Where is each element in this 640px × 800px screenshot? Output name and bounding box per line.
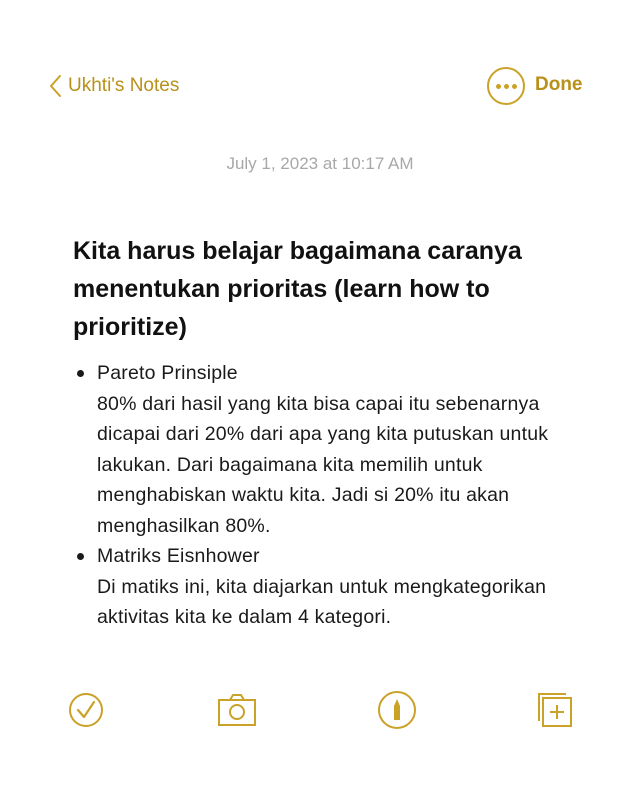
done-button[interactable]: Done [535,74,583,95]
bullet-icon [77,370,84,377]
list-item [73,541,593,633]
list-item-text: 80% dari hasil yang kita bisa capai itu sebenarnya dicapai dari 20% dari apa yang kita putuskan untuk lakukan. Dari bagaimana kita memilih untuk menghabiskan waktu kita. Jadi si 20% itu akan menghasilkan 80%. [97,392,549,537]
compose-icon [536,691,574,729]
camera-icon [217,693,257,727]
bullet-icon [77,553,84,560]
back-button[interactable] [48,72,179,100]
camera-button[interactable] [217,690,257,730]
ellipsis-icon [496,84,501,89]
checklist-icon [68,692,104,728]
chevron-left-icon [48,74,62,98]
list-item-title: Pareto Prinsiple [97,362,238,384]
list-item-title: Matriks Eisnhower [97,545,260,567]
note-timestamp: July 1, 2023 at 10:17 AM [226,154,414,173]
compose-button[interactable] [535,690,575,730]
markup-button[interactable] [377,690,417,730]
list-item-text: Di matiks ini, kita diajarkan untuk mengkategorikan aktivitas kita ke dalam 4 kategori. [97,575,547,628]
note-title[interactable]: Kita harus belajar bagaimana caranya menentukan prioritas (learn how to prioritize) [73,237,522,341]
back-button-label: Ukhti's Notes [68,75,180,96]
more-options-button[interactable] [487,67,525,105]
pen-icon [377,690,417,730]
bottom-toolbar [0,690,640,730]
note-bullet-list[interactable] [73,358,593,633]
checklist-button[interactable] [66,690,106,730]
list-item [73,358,593,541]
